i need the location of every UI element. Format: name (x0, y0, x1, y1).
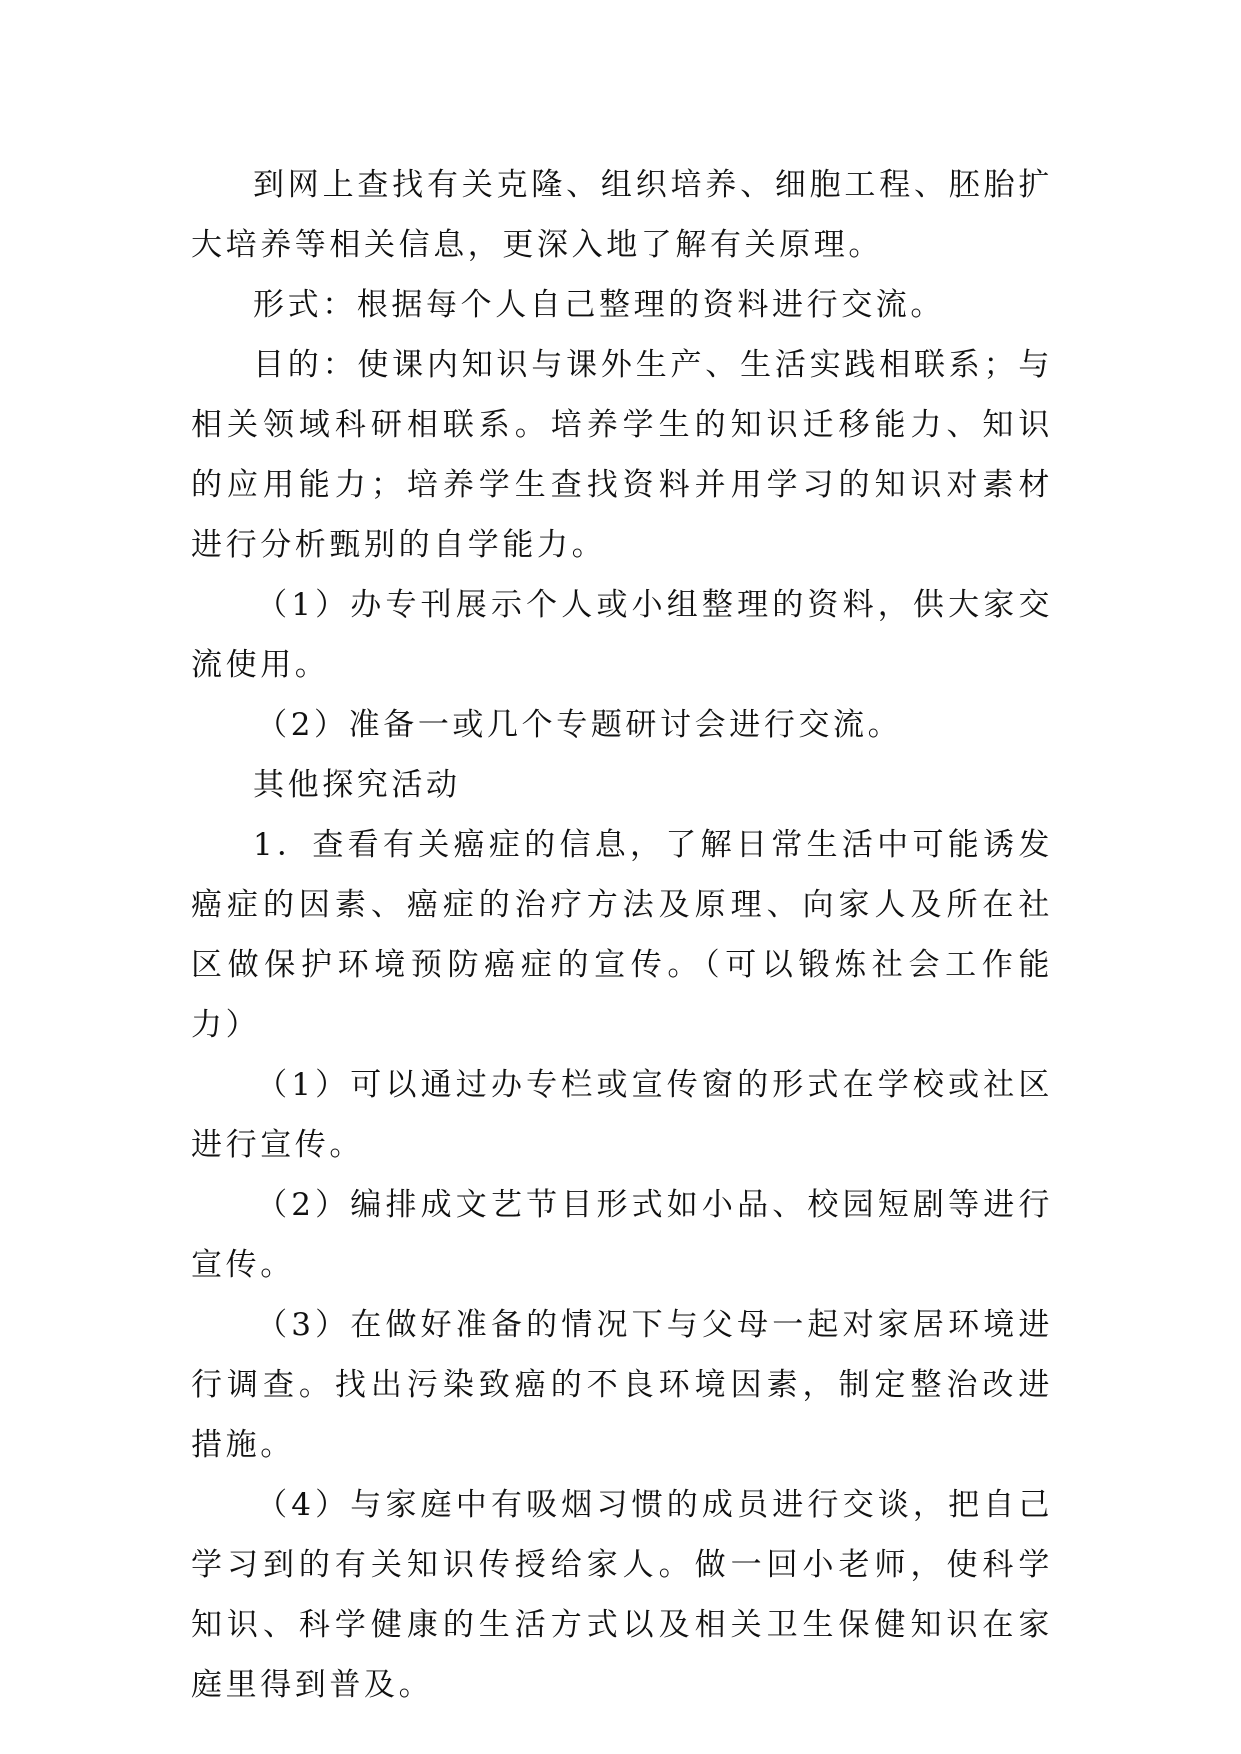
paragraph-item-4-smoking-talk: （4）与家庭中有吸烟习惯的成员进行交谈，把自己学习到的有关知识传授给家人。做一回小老师，使科学知识、科学健康的生活方式以及相关卫生保健知识在家庭里得到普及。 (191, 1487, 1053, 1703)
paragraph-item-1-column: （1）可以通过办专栏或宣传窗的形式在学校或社区进行宣传。 (191, 1067, 1053, 1163)
section-heading-other-activities: 其他探究活动 (253, 767, 461, 803)
paragraph-cancer-info: 1．查看有关癌症的信息，了解日常生活中可能诱发癌症的因素、癌症的治疗方法及原理、向家人及所在社区做保护环境预防癌症的宣传。（可以锻炼社会工作能力） (191, 827, 1053, 1043)
document-body (191, 155, 1053, 1715)
paragraph-item-2-performance: （2）编排成文艺节目形式如小品、校园短剧等进行宣传。 (191, 1187, 1053, 1283)
paragraph-format: 形式：根据每个人自己整理的资料进行交流。 (253, 287, 945, 323)
paragraph-item-1-journal: （1）办专刊展示个人或小组整理的资料，供大家交流使用。 (191, 587, 1053, 683)
paragraph-item-2-seminar: （2）准备一或几个专题研讨会进行交流。 (256, 707, 903, 743)
paragraph-research-info: 到网上查找有关克隆、组织培养、细胞工程、胚胎扩大培养等相关信息，更深入地了解有关原理。 (191, 167, 1053, 263)
paragraph-purpose: 目的：使课内知识与课外生产、生活实践相联系；与相关领域科研相联系。培养学生的知识迁移能力、知识的应用能力；培养学生查找资料并用学习的知识对素材进行分析甄别的自学能力。 (191, 347, 1053, 563)
paragraph-item-3-home-survey: （3）在做好准备的情况下与父母一起对家居环境进行调查。找出污染致癌的不良环境因素，制定整治改进措施。 (191, 1307, 1053, 1463)
